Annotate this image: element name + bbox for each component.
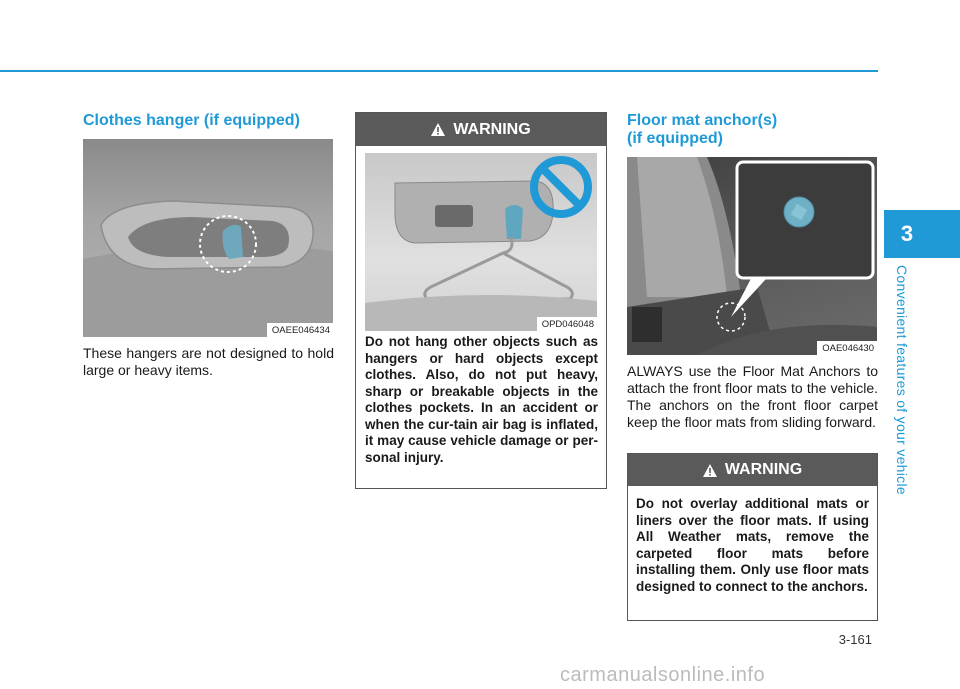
image-code: OPD046048 — [537, 317, 597, 331]
floor-mat-heading-line2: (if equipped) — [627, 130, 723, 147]
floor-mat-body: ALWAYS use the Floor Mat Anchors to attach the front floor mats to the vehicle. The anchors on the front floor carpet keep the floor mats from sliding forward. — [627, 363, 878, 430]
page-number: 3-161 — [838, 632, 872, 647]
prohibited-hanger-illustration — [365, 153, 597, 331]
hanger-warning-photo — [365, 153, 597, 331]
floor-mat-heading — [627, 112, 777, 148]
warning-text: Do not overlay additional mats or liners over the floor mats. If using All Weather mats, remove the carpeted floor mats before installing them. Only use floor mats designed to connect to the anchors. — [636, 496, 869, 594]
floor-mat-heading-line1: Floor mat anchor(s) — [627, 112, 778, 129]
clothes-hanger-illustration — [83, 139, 333, 337]
warning-triangle-icon — [431, 123, 445, 136]
floor-mat-warning-box — [627, 453, 878, 621]
image-code: OAE046430 — [817, 341, 877, 355]
warning-text: Do not hang other objects such as hangers or hard objects except clothes. Also, do not put heavy, sharp or breakable objects in the clothes pockets. In an accident or when the cur-tain air bag is inflated, it may cause vehicle damage or per-sonal injury. — [365, 334, 598, 465]
chapter-title: Convenient features of your vehicle — [894, 265, 910, 495]
watermark: carmanualsonline.info — [560, 664, 766, 686]
warning-triangle-icon — [703, 464, 717, 477]
header-rule — [0, 70, 878, 72]
clothes-hanger-body: These hangers are not designed to hold large or heavy items. — [83, 345, 334, 378]
clothes-hanger-heading: Clothes hanger (if equipped) — [83, 112, 300, 129]
chapter-number: 3 — [900, 221, 914, 246]
warning-title: WARNING — [453, 120, 531, 138]
image-code: OAEE046434 — [267, 323, 333, 337]
hanger-warning-box — [355, 112, 607, 489]
clothes-hanger-photo — [83, 139, 333, 337]
warning-title: WARNING — [724, 461, 803, 478]
floor-mat-photo — [627, 157, 877, 355]
warning-header — [356, 113, 606, 146]
floor-mat-illustration — [627, 157, 877, 355]
warning-header — [628, 454, 877, 486]
